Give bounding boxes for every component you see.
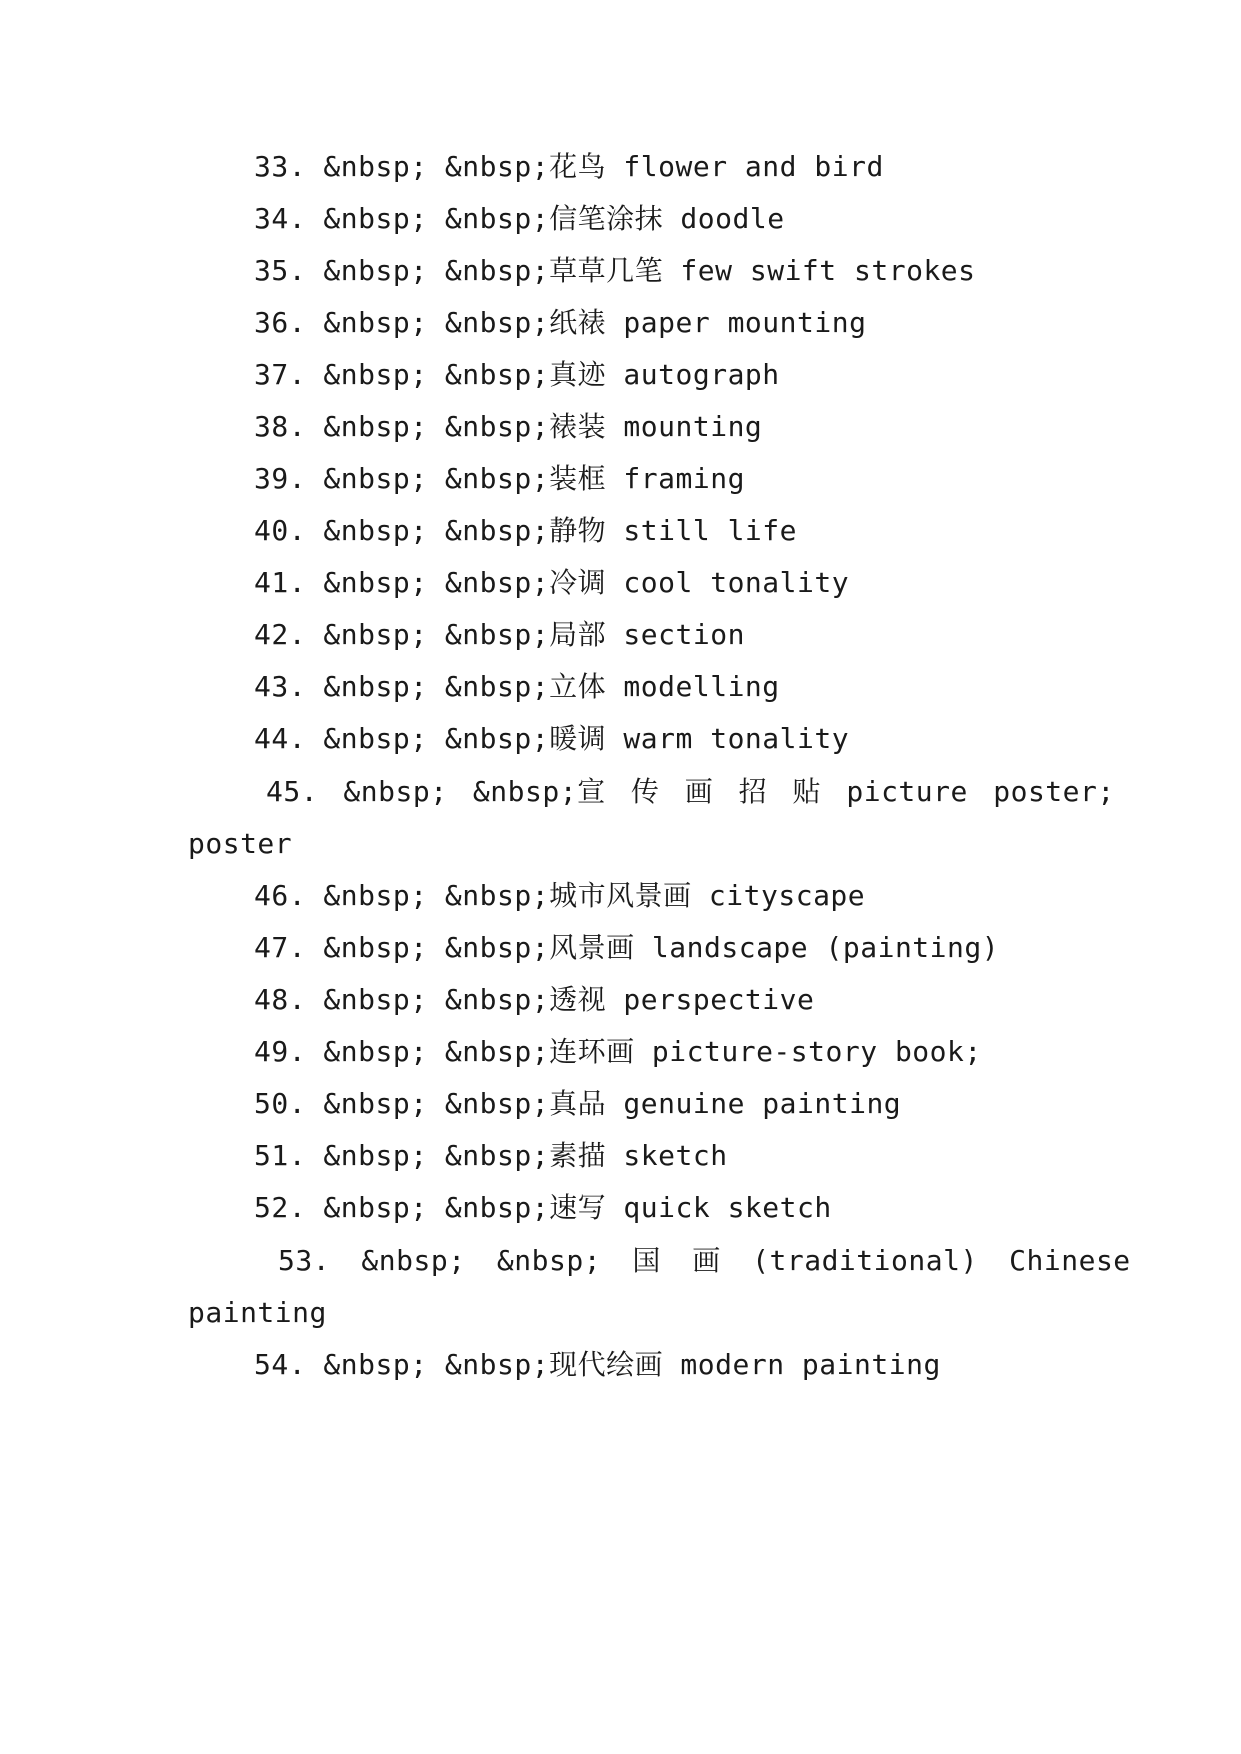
list-item: 49. &nbsp; &nbsp;连环画 picture-story book;: [254, 1035, 982, 1068]
list-item: 48. &nbsp; &nbsp;透视 perspective: [254, 983, 815, 1016]
list-item: 34. &nbsp; &nbsp;信笔涂抹 doodle: [254, 202, 785, 235]
list-item: 45. &nbsp; &nbsp;宣 传 画 招 贴 picture poster;: [266, 775, 1115, 808]
list-item-continuation: poster: [188, 827, 293, 860]
list-item: 39. &nbsp; &nbsp;装框 framing: [254, 462, 745, 495]
list-item: 42. &nbsp; &nbsp;局部 section: [254, 618, 745, 651]
list-item: 36. &nbsp; &nbsp;纸裱 paper mounting: [254, 306, 867, 339]
list-item: 52. &nbsp; &nbsp;速写 quick sketch: [254, 1191, 832, 1224]
list-item: 54. &nbsp; &nbsp;现代绘画 modern painting: [254, 1348, 941, 1381]
list-item: 47. &nbsp; &nbsp;风景画 landscape (painting): [254, 931, 1000, 964]
list-item: 41. &nbsp; &nbsp;冷调 cool tonality: [254, 566, 850, 599]
list-item: 50. &nbsp; &nbsp;真品 genuine painting: [254, 1087, 902, 1120]
list-item: 40. &nbsp; &nbsp;静物 still life: [254, 514, 798, 547]
list-item: 46. &nbsp; &nbsp;城市风景画 cityscape: [254, 879, 866, 912]
list-item: 35. &nbsp; &nbsp;草草几笔 few swift strokes: [254, 254, 976, 287]
list-item-continuation: painting: [188, 1296, 327, 1329]
list-item: 38. &nbsp; &nbsp;裱装 mounting: [254, 410, 763, 443]
list-item: 44. &nbsp; &nbsp;暖调 warm tonality: [254, 722, 850, 755]
list-item: 37. &nbsp; &nbsp;真迹 autograph: [254, 358, 780, 391]
list-item: 51. &nbsp; &nbsp;素描 sketch: [254, 1139, 728, 1172]
list-item: 43. &nbsp; &nbsp;立体 modelling: [254, 670, 780, 703]
list-item: 53. &nbsp; &nbsp; 国 画 (traditional) Chinese: [278, 1244, 1131, 1277]
list-item: 33. &nbsp; &nbsp;花鸟 flower and bird: [254, 150, 884, 183]
